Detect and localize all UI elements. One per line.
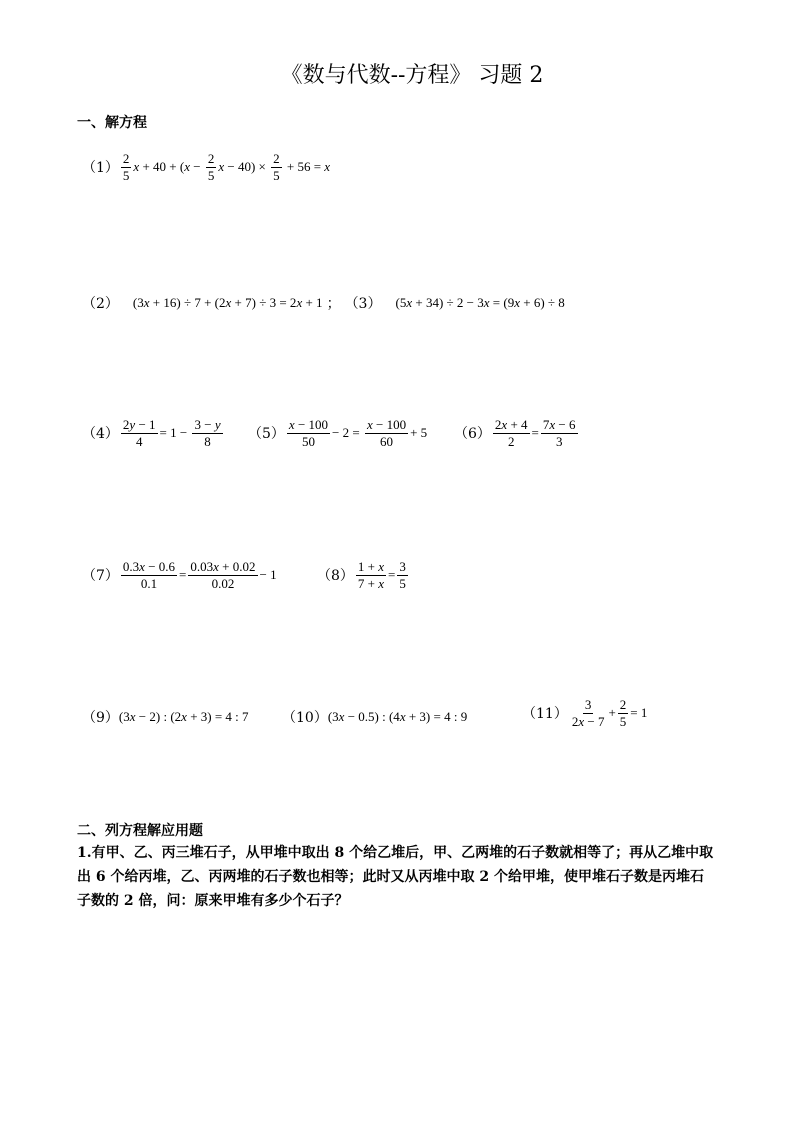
equation-expression: $\frac{3}{2x - 7}$ + $\frac{2}{5}$ = 1 [571, 697, 648, 729]
equation-label: （4） [82, 426, 119, 443]
equation-6 [454, 418, 580, 448]
equation-11 [522, 698, 647, 728]
equation-expression: (3 x + 16) ÷ 7 + (2 x + 7) ÷ 3 = 2 x + 1 [132, 295, 323, 310]
equation-expression: (5 x + 34) ÷ 2 − 3 x = (9 x + 6) ÷ 8 [395, 295, 565, 310]
separator: ； [326, 296, 341, 312]
equation-label: （9） [82, 710, 119, 726]
equation-label: （5） [248, 426, 285, 443]
equation-5 [248, 418, 427, 448]
equation-label: （11） [522, 706, 568, 723]
equation-10 [282, 707, 467, 727]
equation-9 [82, 707, 249, 727]
equation-expression: (3 x − 0.5) : (4 x + 3) = 4 : 9 [327, 709, 468, 724]
equation-label: （10） [282, 710, 328, 726]
equation-expression: $\frac{0.3x - 0.6}{0.1}$ = $\frac{0.03x + 0.02}{0.02}$ − 1 [122, 559, 277, 591]
equation-label: （7） [82, 568, 119, 585]
equation-7 [82, 560, 277, 590]
equation-expression: $\frac{1 + x}{7 + x}$ = $\frac{3}{5}$ [357, 559, 406, 591]
equation-expression: (3 x − 2) : (2 x + 3) = 4 : 7 [118, 709, 249, 724]
equation-label: （8） [317, 568, 354, 585]
equation-2-3 [82, 293, 565, 313]
equation-4 [82, 418, 225, 448]
equation-label: （3） [344, 296, 382, 312]
equation-label: （1） [82, 160, 119, 177]
section-heading-word-problems: 二、列方程解应用题 [77, 823, 203, 839]
equation-1 [82, 152, 330, 182]
equation-label: （6） [454, 426, 491, 443]
word-problem-1: 1.有甲、乙、丙三堆石子，从甲堆中取出 8 个给乙堆后，甲、乙两堆的石子数就相等了；再从乙堆中取出 6 个给丙堆，乙、丙两堆的石子数也相等；此时又从丙堆中取 2 个给甲堆，使甲堆石子数是丙堆石子数的 2 倍，问：原来甲堆有多少个石子？ [77, 845, 714, 909]
equation-expression: $\frac{2x + 4}{2}$ = $\frac{7x - 6}{3}$ [494, 417, 576, 449]
equation-expression: $\frac{2y - 1}{4}$ = 1 − $\frac{3 - y}{8}$ [122, 417, 221, 449]
equation-expression: $\frac{x - 100}{50}$ − 2 = $\frac{x - 100}{60}$ + 5 [288, 417, 428, 449]
equation-label: （2） [82, 296, 119, 312]
equation-8 [317, 560, 410, 590]
section-heading-solve-equations: 一、解方程 [77, 115, 147, 131]
page-title: 《数与代数--方程》 习题 2 [280, 63, 544, 88]
equation-expression: $\frac{2}{5}$ x + 40 + ( x − $\frac{2}{5}$ x − 40) × $\frac{2}{5}$ + 56 = x [122, 151, 331, 183]
